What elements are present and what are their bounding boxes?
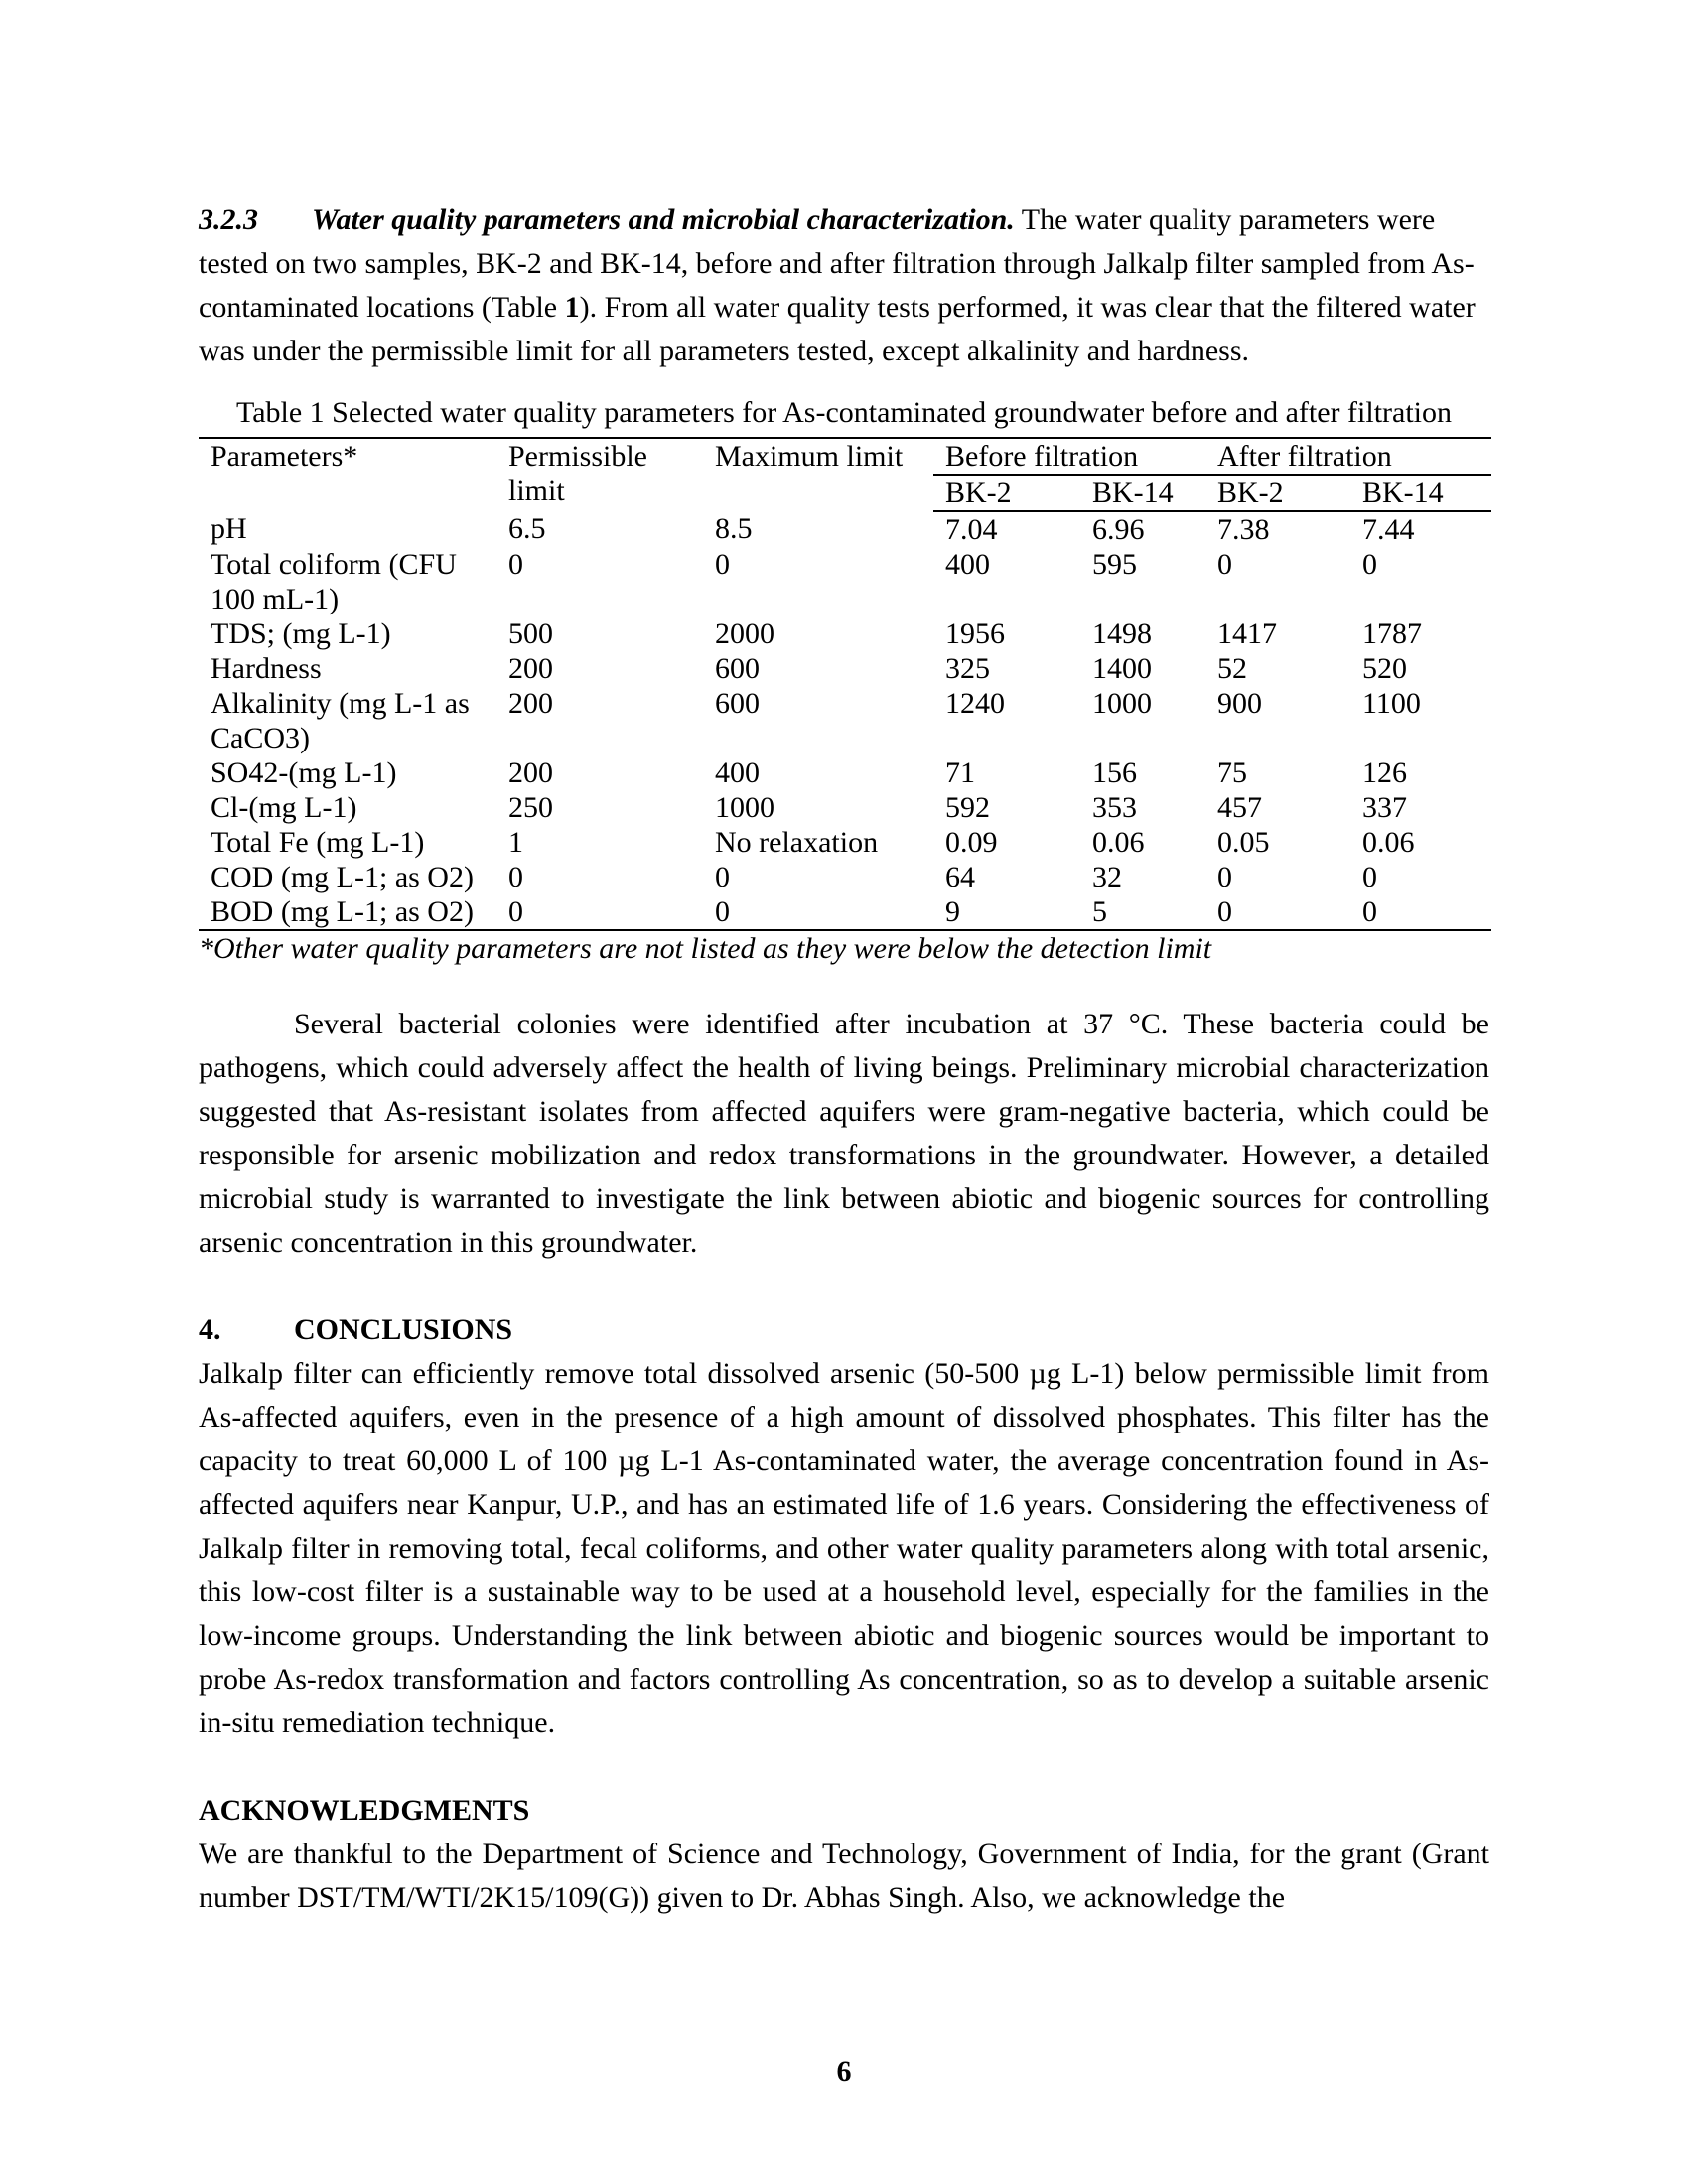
- section-title: Water quality parameters and microbial characterization.: [312, 204, 1015, 236]
- section-text-end: ). From all water quality tests performed, it was clear that the filtered water was under the permissible limit for all parameters tested, except alkalinity and hardness.: [199, 291, 1476, 367]
- cell-maximum: No relaxation: [715, 826, 879, 859]
- cell-parameter: Total Fe (mg L-1): [211, 826, 425, 859]
- table-row: [199, 547, 1491, 616]
- header-before-bk14: BK-14: [1080, 475, 1203, 511]
- cell-after-bk2: 457: [1217, 791, 1262, 824]
- cell-before-bk14: 1000: [1092, 687, 1152, 720]
- acknowledgments-paragraph: We are thankful to the Department of Science and Technology, Government of India, for the grant (Grant number DST/TM/WTI/2K15/109(G)) given to Dr. Abhas Singh. Also, we acknowledge the: [199, 1838, 1489, 1914]
- cell-maximum: 400: [715, 756, 760, 789]
- cell-before-bk14: 6.96: [1092, 513, 1145, 546]
- cell-after-bk14: 7.44: [1362, 513, 1415, 546]
- cell-parameter: Hardness: [211, 652, 322, 685]
- cell-permissible: 1: [508, 826, 523, 859]
- cell-maximum: 1000: [715, 791, 774, 824]
- cell-permissible: 6.5: [508, 512, 546, 545]
- table-body: [199, 511, 1491, 930]
- cell-before-bk14: 595: [1092, 548, 1137, 581]
- cell-before-bk2: 7.04: [945, 513, 998, 546]
- cell-before-bk2: 325: [945, 652, 990, 685]
- table-row: [199, 755, 1491, 790]
- cell-parameter: BOD (mg L-1; as O2): [199, 894, 496, 930]
- cell-parameter: Cl-(mg L-1): [211, 791, 357, 824]
- cell-after-bk2: 0.05: [1217, 826, 1270, 859]
- cell-after-bk14: 126: [1362, 756, 1407, 789]
- table-caption: Table 1 Selected water quality parameters for As-contaminated groundwater before and after filtration: [235, 396, 1453, 429]
- cell-before-bk2: 400: [945, 548, 990, 581]
- section-3-2-3-paragraph: [199, 199, 1489, 373]
- cell-before-bk2: 9: [933, 894, 1080, 930]
- cell-permissible: 500: [508, 617, 553, 650]
- cell-after-bk14: 520: [1362, 652, 1407, 685]
- header-permissible-limit: Permissible limit: [496, 438, 703, 511]
- cell-before-bk2: 592: [945, 791, 990, 824]
- cell-permissible: 200: [508, 687, 553, 720]
- cell-parameter: Alkalinity (mg L-1 as CaCO3): [211, 687, 470, 754]
- cell-after-bk14: 1787: [1362, 617, 1422, 650]
- cell-after-bk2: 0: [1203, 894, 1350, 930]
- table-reference: 1: [564, 291, 580, 324]
- cell-permissible: 0: [508, 548, 523, 581]
- cell-after-bk2: 1417: [1217, 617, 1277, 650]
- cell-after-bk2: 52: [1217, 652, 1247, 685]
- header-parameters: Parameters*: [199, 438, 496, 511]
- cell-parameter: TDS; (mg L-1): [211, 617, 391, 650]
- cell-after-bk2: 7.38: [1217, 513, 1270, 546]
- cell-after-bk14: 337: [1362, 791, 1407, 824]
- cell-after-bk14: 0.06: [1362, 826, 1415, 859]
- header-after-filtration: After filtration: [1203, 438, 1491, 475]
- cell-after-bk14: 1100: [1362, 687, 1421, 720]
- cell-permissible: 200: [508, 652, 553, 685]
- cell-maximum: 2000: [715, 617, 774, 650]
- table-row: [199, 860, 1491, 894]
- cell-before-bk14: 32: [1092, 861, 1122, 893]
- cell-parameter: COD (mg L-1; as O2): [211, 861, 474, 893]
- table-row: [199, 894, 1491, 930]
- header-before-bk2: BK-2: [933, 475, 1080, 511]
- cell-maximum: 0: [703, 894, 933, 930]
- bacteria-paragraph: Several bacterial colonies were identified after incubation at 37 °C. These bacteria could be pathogens, which could adversely affect the health of living beings. Preliminary microbial characterization suggested that As-resistant isolates from affected aquifers were gram-negative bacteria, which could be responsible for arsenic mobilization and redox transformations in the groundwater. However, a detailed microbial study is warranted to investigate the link between abiotic and biogenic sources for controlling arsenic concentration in this groundwater.: [199, 1008, 1489, 1259]
- acknowledgments-heading: ACKNOWLEDGMENTS: [199, 1794, 530, 1827]
- header-after-bk14: BK-14: [1350, 475, 1491, 511]
- cell-before-bk14: 5: [1080, 894, 1203, 930]
- cell-maximum: 0: [715, 861, 730, 893]
- cell-before-bk2: 0.09: [945, 826, 998, 859]
- header-before-filtration: Before filtration: [933, 438, 1203, 475]
- cell-after-bk2: 0: [1217, 548, 1232, 581]
- cell-maximum: 0: [715, 548, 730, 581]
- cell-before-bk2: 71: [945, 756, 975, 789]
- cell-after-bk2: 900: [1217, 687, 1262, 720]
- table-footnote: *Other water quality parameters are not listed as they were below the detection limit: [199, 932, 1212, 965]
- cell-after-bk2: 0: [1217, 861, 1232, 893]
- section-number: 3.2.3: [199, 204, 258, 236]
- cell-permissible: 250: [508, 791, 553, 824]
- cell-permissible: 0: [496, 894, 703, 930]
- page-content: [199, 199, 1489, 1920]
- section-text: The water quality parameters were tested on two samples, BK-2 and BK-14, before and after filtration through Jalkalp filter sampled from As-contaminated locations (Table: [199, 204, 1475, 324]
- cell-before-bk14: 353: [1092, 791, 1137, 824]
- page-number: 6: [836, 2055, 852, 2088]
- cell-before-bk2: 1240: [945, 687, 1005, 720]
- header-after-bk2: BK-2: [1203, 475, 1350, 511]
- cell-before-bk14: 1400: [1092, 652, 1152, 685]
- table-row: [199, 651, 1491, 686]
- cell-parameter: pH: [211, 512, 247, 545]
- cell-before-bk2: 1956: [945, 617, 1005, 650]
- table-row: [199, 511, 1491, 547]
- cell-parameter: SO42-(mg L-1): [211, 756, 397, 789]
- cell-parameter: Total coliform (CFU 100 mL-1): [211, 548, 457, 615]
- cell-before-bk14: 1498: [1092, 617, 1152, 650]
- table-row: [199, 686, 1491, 755]
- table-row: [199, 825, 1491, 860]
- cell-after-bk14: 0: [1350, 894, 1491, 930]
- conclusions-number: 4.: [199, 1313, 221, 1346]
- conclusions-title: CONCLUSIONS: [294, 1313, 513, 1346]
- cell-maximum: 8.5: [715, 512, 753, 545]
- cell-after-bk2: 75: [1217, 756, 1247, 789]
- header-maximum-limit: Maximum limit: [703, 438, 933, 511]
- conclusions-paragraph: Jalkalp filter can efficiently remove total dissolved arsenic (50-500 µg L-1) below permissible limit from As-affected aquifers, even in the presence of a high amount of dissolved phosphates. This filter has the capacity to treat 60,000 L of 100 µg L-1 As-contaminated water, the average concentration found in As-affected aquifers near Kanpur, U.P., and has an estimated life of 1.6 years. Considering the effectiveness of Jalkalp filter in removing total, fecal coliforms, and other water quality parameters along with total arsenic, this low-cost filter is a sustainable way to be used at a household level, especially for the families in the low-income groups. Understanding the link between abiotic and biogenic sources would be important to probe As-redox transformation and factors controlling As concentration, so as to develop a suitable arsenic in-situ remediation technique.: [199, 1357, 1489, 1739]
- cell-permissible: 200: [508, 756, 553, 789]
- cell-maximum: 600: [715, 687, 760, 720]
- cell-before-bk2: 64: [945, 861, 975, 893]
- cell-after-bk14: 0: [1362, 548, 1377, 581]
- cell-maximum: 600: [715, 652, 760, 685]
- table-row: [199, 790, 1491, 825]
- table-row: [199, 616, 1491, 651]
- conclusions-heading: [199, 1308, 1489, 1352]
- cell-after-bk14: 0: [1362, 861, 1377, 893]
- cell-before-bk14: 156: [1092, 756, 1137, 789]
- cell-permissible: 0: [508, 861, 523, 893]
- water-quality-table: [199, 437, 1491, 931]
- cell-before-bk14: 0.06: [1092, 826, 1145, 859]
